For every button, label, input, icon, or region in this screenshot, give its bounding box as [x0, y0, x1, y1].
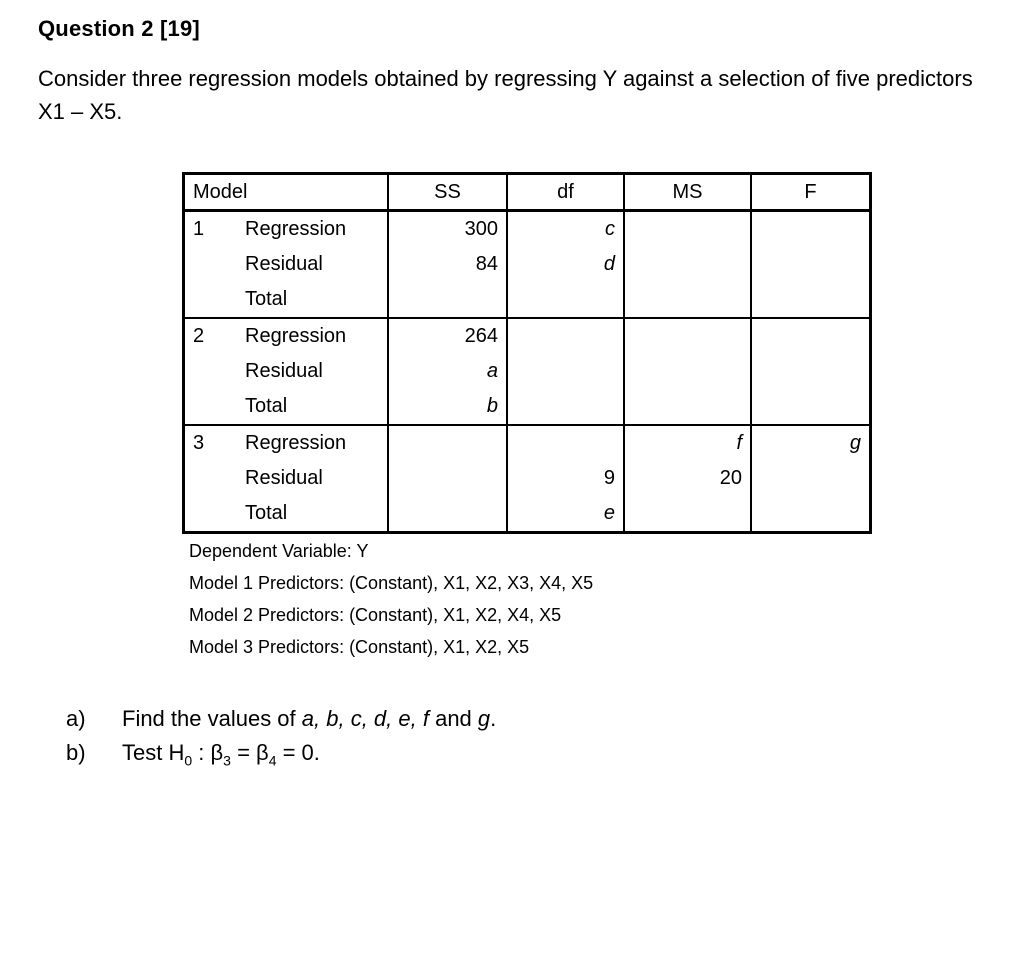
- part-b-text: Test $H_0$ : $\beta_3 = \beta_4 = 0$.: [122, 740, 320, 769]
- cell-f: [751, 461, 871, 496]
- cell-ms: [624, 354, 751, 389]
- header-f: F: [751, 174, 871, 211]
- question-parts: [66, 702, 496, 777]
- cell-ms: [624, 211, 751, 248]
- table-row: [184, 389, 871, 425]
- table-row: [184, 247, 871, 282]
- table-row: [184, 461, 871, 496]
- cell-ms: [624, 496, 751, 533]
- table-header-row: [184, 174, 871, 211]
- cell-ms: [624, 282, 751, 318]
- cell-ss: [388, 496, 507, 533]
- cell-df: [507, 354, 624, 389]
- cell-ms: 20: [624, 461, 751, 496]
- header-model: Model: [184, 174, 389, 211]
- cell-f: [751, 496, 871, 533]
- table-row: [184, 318, 871, 354]
- row-label: Regression: [245, 218, 347, 240]
- cell-df: [507, 425, 624, 461]
- cell-f: g: [751, 425, 871, 461]
- table-row: [184, 282, 871, 318]
- cell-ss: 84: [388, 247, 507, 282]
- part-b: [66, 736, 496, 777]
- cell-ss: [388, 461, 507, 496]
- model-number: 1: [193, 218, 205, 240]
- cell-ss: [388, 282, 507, 318]
- model-3-predictors-note: Model 3 Predictors: (Constant), X1, X2, X5: [189, 637, 530, 657]
- table-row: [184, 354, 871, 389]
- cell-f: [751, 354, 871, 389]
- row-label: Residual: [245, 253, 323, 275]
- table-row: [184, 496, 871, 533]
- question-intro: Consider three regression models obtained by regressing Y against a selection of five predictors X1 – X5.: [38, 66, 973, 124]
- cell-df: 9: [507, 461, 624, 496]
- cell-df: c: [507, 211, 624, 248]
- cell-ss: 300: [388, 211, 507, 248]
- row-label: Total: [245, 502, 288, 524]
- cell-ss: b: [388, 389, 507, 425]
- part-a-text: Find the values of a, b, c, d, e, f and g.: [122, 706, 497, 731]
- row-label: Total: [245, 395, 288, 417]
- row-label: Total: [245, 288, 288, 310]
- row-label: Regression: [245, 432, 347, 454]
- table-footnotes: [189, 535, 593, 663]
- cell-f: [751, 318, 871, 354]
- dependent-variable-note: Dependent Variable: Y: [189, 541, 369, 561]
- part-a-letter: a): [66, 706, 86, 731]
- header-ss: SS: [388, 174, 507, 211]
- cell-df: e: [507, 496, 624, 533]
- part-b-letter: b): [66, 740, 86, 765]
- model-number: 3: [193, 432, 205, 454]
- question-heading: Question 2 [19]: [38, 16, 200, 41]
- header-df: df: [507, 174, 624, 211]
- cell-df: d: [507, 247, 624, 282]
- cell-df: [507, 282, 624, 318]
- cell-ss: a: [388, 354, 507, 389]
- cell-ss: 264: [388, 318, 507, 354]
- row-label: Residual: [245, 360, 323, 382]
- part-a: [66, 702, 496, 736]
- cell-f: [751, 211, 871, 248]
- cell-ms: [624, 247, 751, 282]
- row-label: Regression: [245, 325, 347, 347]
- cell-ss: [388, 425, 507, 461]
- anova-table: [182, 172, 872, 534]
- cell-ms: f: [624, 425, 751, 461]
- model-number: 2: [193, 325, 205, 347]
- table-row: [184, 211, 871, 248]
- cell-f: [751, 247, 871, 282]
- cell-df: [507, 389, 624, 425]
- cell-df: [507, 318, 624, 354]
- model-2-predictors-note: Model 2 Predictors: (Constant), X1, X2, X4, X5: [189, 605, 562, 625]
- model-1-predictors-note: Model 1 Predictors: (Constant), X1, X2, X3, X4, X5: [189, 573, 594, 593]
- header-ms: MS: [624, 174, 751, 211]
- row-label: Residual: [245, 467, 323, 489]
- cell-ms: [624, 318, 751, 354]
- cell-f: [751, 389, 871, 425]
- cell-ms: [624, 389, 751, 425]
- cell-f: [751, 282, 871, 318]
- table-row: [184, 425, 871, 461]
